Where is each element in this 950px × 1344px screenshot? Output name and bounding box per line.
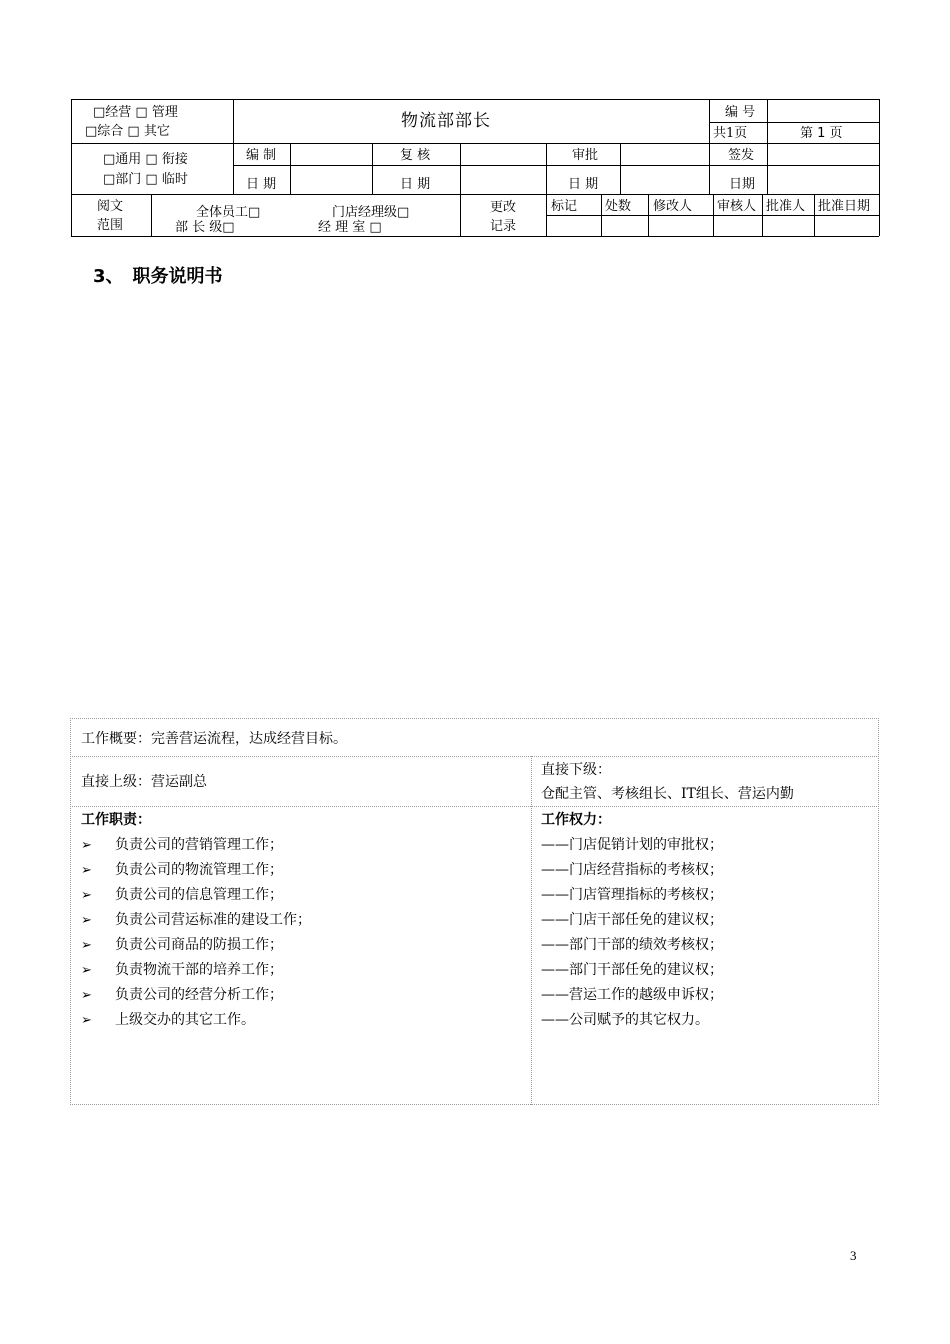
category-line-1[interactable]: □经营 □ 管理 bbox=[93, 105, 178, 120]
list-item: ——门店管理指标的考核权； bbox=[541, 887, 723, 903]
read-scope-label-1: 阅文 bbox=[97, 199, 124, 214]
direct-superior: 直接上级：营运副总 bbox=[81, 774, 207, 790]
duties-label: 工作职责： bbox=[81, 812, 151, 828]
list-item: ➢ 上级交办的其它工作。 bbox=[81, 1008, 311, 1033]
date-label-sign: 日期 bbox=[729, 177, 756, 192]
job-summary: 工作概要：完善营运流程，达成经营目标。 bbox=[81, 731, 347, 747]
page-of: 第 1 页 bbox=[800, 126, 843, 141]
list-item: ——门店经营指标的考核权； bbox=[541, 862, 723, 878]
bullet-arrow-icon: ➢ bbox=[81, 1013, 92, 1028]
list-item: ——部门干部的绩效考核权； bbox=[541, 937, 723, 953]
review-label: 复 核 bbox=[400, 148, 431, 163]
list-item: ——部门干部任免的建议权； bbox=[541, 962, 723, 978]
subordinate-label: 直接下级： bbox=[541, 762, 611, 778]
bullet-arrow-icon: ➢ bbox=[81, 988, 92, 1003]
scope-manager-office[interactable]: 经 理 室 □ bbox=[318, 220, 382, 235]
page-number: 3 bbox=[850, 1248, 857, 1263]
list-item: ➢ 负责公司的信息管理工作； bbox=[81, 883, 311, 908]
list-item: ➢ 负责物流干部的培养工作； bbox=[81, 958, 311, 983]
list-item: ➢ 负责公司商品的防损工作； bbox=[81, 933, 311, 958]
scope-all-staff[interactable]: 全体员工□ bbox=[196, 205, 261, 220]
subordinate-list: 仓配主管、考核组长、IT组长、营运内勤 bbox=[541, 786, 794, 802]
sign-label: 签发 bbox=[728, 148, 755, 163]
bullet-arrow-icon: ➢ bbox=[81, 913, 92, 928]
approve-label: 审批 bbox=[572, 148, 599, 163]
type-line-1[interactable]: □通用 □ 衔接 bbox=[103, 152, 188, 167]
list-item: ——门店促销计划的审批权； bbox=[541, 837, 723, 853]
change-col-editor: 修改人 bbox=[653, 199, 693, 214]
list-item: ——营运工作的越级申诉权； bbox=[541, 987, 723, 1003]
powers-list bbox=[541, 808, 723, 1033]
bullet-arrow-icon: ➢ bbox=[81, 863, 92, 878]
bullet-arrow-icon: ➢ bbox=[81, 938, 92, 953]
date-label-compile: 日 期 bbox=[246, 177, 277, 192]
scope-minister[interactable]: 部 长 级□ bbox=[175, 220, 235, 235]
read-scope-label-2: 范围 bbox=[97, 218, 124, 233]
change-col-mark: 标记 bbox=[551, 199, 578, 214]
category-line-2[interactable]: □综合 □ 其它 bbox=[85, 124, 170, 139]
compile-label: 编 制 bbox=[246, 148, 277, 163]
change-col-count: 处数 bbox=[605, 199, 632, 214]
scope-store-manager[interactable]: 门店经理级□ bbox=[332, 205, 410, 220]
list-item: ➢ 负责公司营运标准的建设工作； bbox=[81, 908, 311, 933]
date-label-approve: 日 期 bbox=[568, 177, 599, 192]
date-label-review: 日 期 bbox=[400, 177, 431, 192]
list-item: ➢ 负责公司的经营分析工作； bbox=[81, 983, 311, 1008]
list-item: ——公司赋予的其它权力。 bbox=[541, 1012, 709, 1028]
type-line-2[interactable]: □部门 □ 临时 bbox=[103, 172, 188, 187]
bullet-arrow-icon: ➢ bbox=[81, 888, 92, 903]
change-record-label-1: 更改 bbox=[490, 200, 517, 215]
bullet-arrow-icon: ➢ bbox=[81, 963, 92, 978]
section-heading: 3、 职务说明书 bbox=[93, 266, 223, 287]
number-label: 编 号 bbox=[725, 105, 756, 120]
total-pages: 共1页 bbox=[713, 126, 748, 141]
change-record-label-2: 记录 bbox=[490, 219, 517, 234]
list-item: ——门店干部任免的建议权； bbox=[541, 912, 723, 928]
change-col-approver: 批准人 bbox=[766, 199, 806, 214]
change-col-approve-date: 批准日期 bbox=[818, 199, 871, 214]
bullet-arrow-icon: ➢ bbox=[81, 838, 92, 853]
duties-list bbox=[81, 808, 311, 1033]
list-item: ➢ 负责公司的营销管理工作； bbox=[81, 833, 311, 858]
change-col-reviewer: 审核人 bbox=[717, 199, 757, 214]
powers-label: 工作权力： bbox=[541, 812, 611, 828]
document-title: 物流部部长 bbox=[401, 111, 491, 131]
list-item: ➢ 负责公司的物流管理工作； bbox=[81, 858, 311, 883]
